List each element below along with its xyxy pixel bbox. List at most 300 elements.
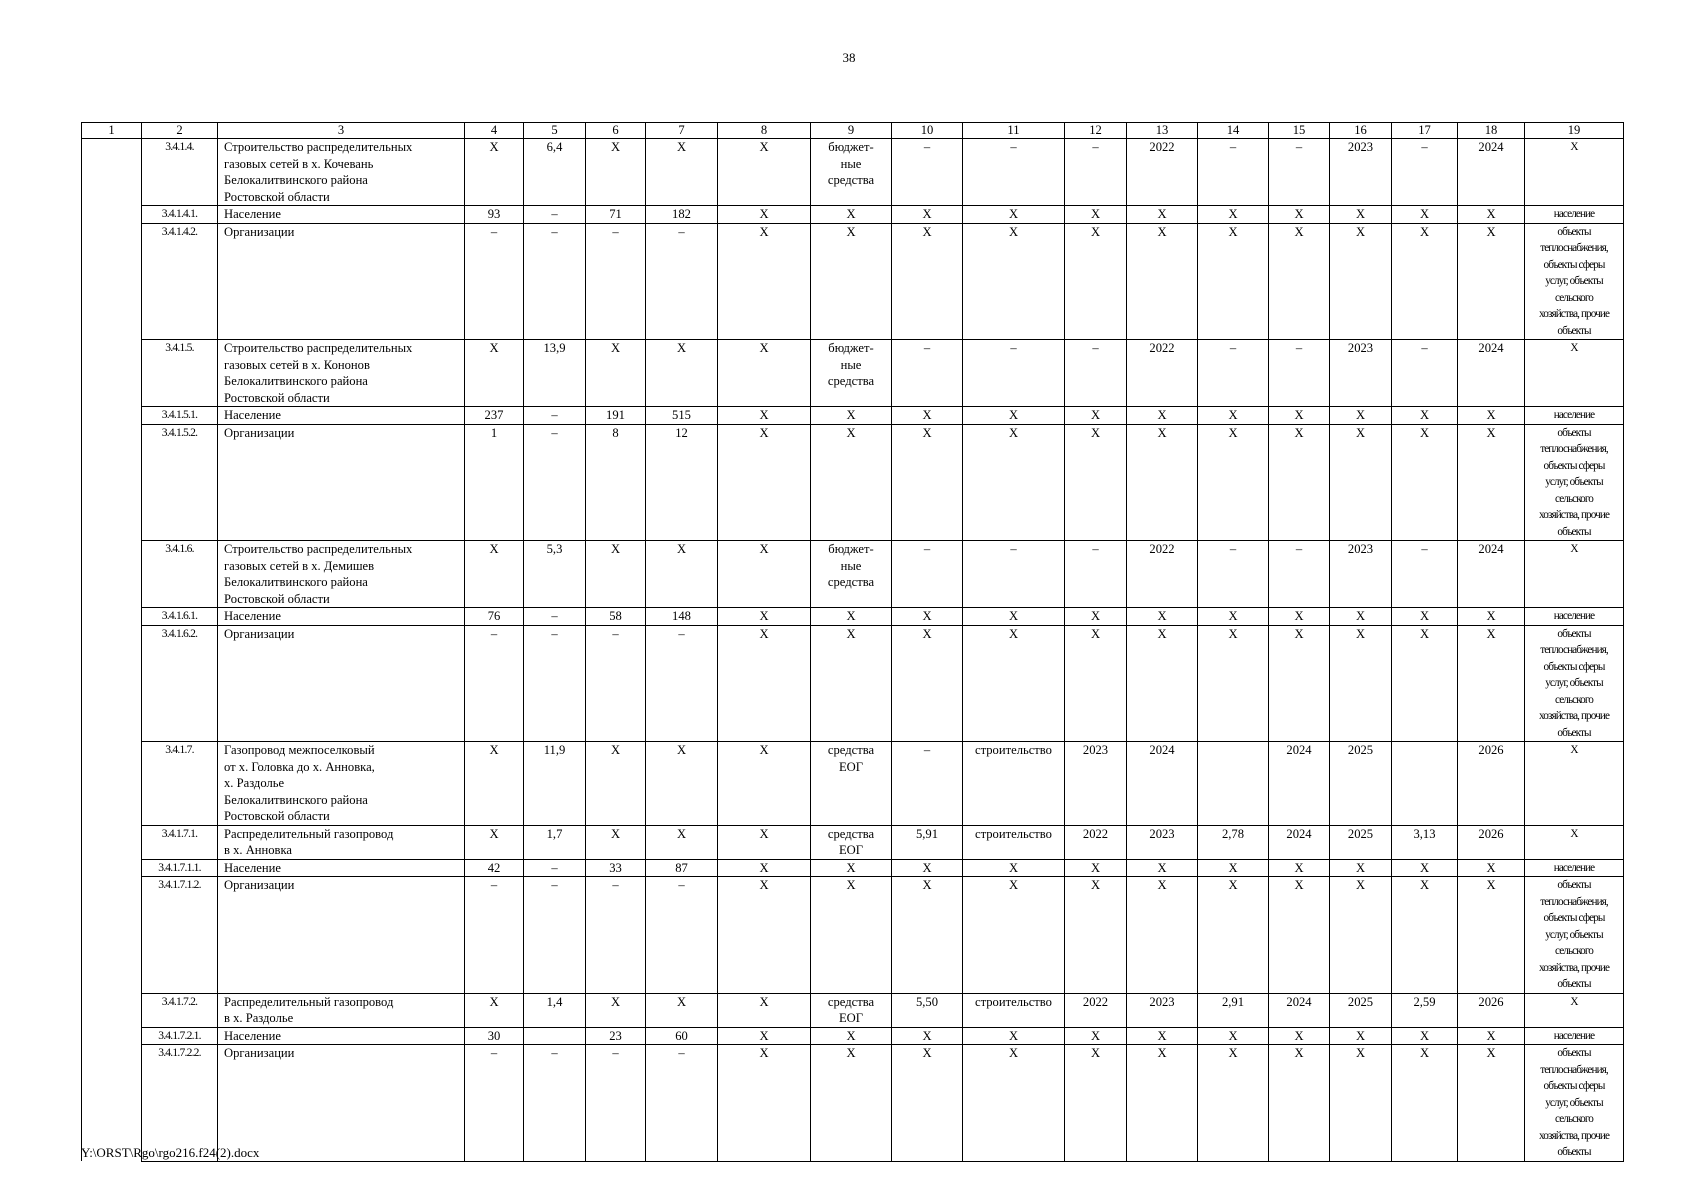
table-cell: –: [963, 139, 1065, 206]
row-name: Население: [218, 206, 465, 224]
header-cell: 17: [1392, 123, 1458, 139]
row-code: 3.4.1.5.2.: [142, 424, 218, 541]
table-cell: 2026: [1458, 742, 1525, 826]
table-cell: 2022: [1065, 825, 1127, 859]
table-cell: Х: [465, 541, 524, 608]
table-cell: Х: [963, 223, 1065, 340]
table-cell: бюджет- ные средства: [811, 541, 892, 608]
table-cell: –: [646, 625, 718, 742]
table-cell: Х: [718, 877, 811, 994]
table-cell: Х: [646, 541, 718, 608]
table-cell: –: [1198, 340, 1269, 407]
table-cell: 60: [646, 1027, 718, 1045]
table-cell: –: [1269, 541, 1330, 608]
table-cell: Х: [963, 1027, 1065, 1045]
table-cell: Х: [1458, 1027, 1525, 1045]
row-code: 3.4.1.5.: [142, 340, 218, 407]
table-cell: Х: [892, 223, 963, 340]
table-cell: Х: [1065, 625, 1127, 742]
table-cell: 8: [586, 424, 646, 541]
table-cell: объекты теплоснабжения, объекты сферы услуг, объекты сельского хозяйства, прочие объекты: [1525, 424, 1624, 541]
table-cell: Х: [1127, 1045, 1198, 1162]
table-cell: объекты теплоснабжения, объекты сферы услуг, объекты сельского хозяйства, прочие объекты: [1525, 1045, 1624, 1162]
row-code: 3.4.1.6.2.: [142, 625, 218, 742]
table-cell: 76: [465, 608, 524, 626]
table-cell: 71: [586, 206, 646, 224]
table-cell: Х: [1198, 1027, 1269, 1045]
row-name: Организации: [218, 1045, 465, 1162]
table-cell: Х: [1392, 859, 1458, 877]
header-cell: 18: [1458, 123, 1525, 139]
table-cell: –: [892, 742, 963, 826]
table-cell: Х: [1525, 139, 1624, 206]
table-cell: 23: [586, 1027, 646, 1045]
table-cell: Х: [963, 407, 1065, 425]
table-cell: бюджет- ные средства: [811, 139, 892, 206]
row-name: Организации: [218, 223, 465, 340]
table-cell: строительство: [963, 993, 1065, 1027]
table-cell: 2,59: [1392, 993, 1458, 1027]
table-cell: [1198, 742, 1269, 826]
table-cell: Х: [1330, 877, 1392, 994]
table-cell: Х: [1458, 608, 1525, 626]
table-cell: 148: [646, 608, 718, 626]
table-cell: Х: [963, 608, 1065, 626]
table-cell: Х: [1525, 541, 1624, 608]
table-cell: население: [1525, 859, 1624, 877]
table-cell: Х: [586, 742, 646, 826]
table-cell: Х: [1525, 993, 1624, 1027]
table-cell: Х: [1458, 625, 1525, 742]
table-cell: Х: [646, 742, 718, 826]
table-cell: Х: [1127, 608, 1198, 626]
table-cell: Х: [1392, 1045, 1458, 1162]
table-cell: Х: [1127, 407, 1198, 425]
table-cell: Х: [1065, 608, 1127, 626]
table-cell: 33: [586, 859, 646, 877]
table-cell: Х: [1127, 625, 1198, 742]
row-code: 3.4.1.4.2.: [142, 223, 218, 340]
header-cell: 9: [811, 123, 892, 139]
table-cell: [82, 993, 142, 1027]
header-cell: 16: [1330, 123, 1392, 139]
header-cell: 5: [524, 123, 586, 139]
data-table: [81, 122, 1624, 1162]
table-cell: Х: [1392, 877, 1458, 994]
table-cell: [82, 608, 142, 626]
table-cell: Х: [1065, 206, 1127, 224]
table-cell: –: [1198, 541, 1269, 608]
table-cell: Х: [586, 541, 646, 608]
table-cell: 2,91: [1198, 993, 1269, 1027]
table-cell: Х: [465, 139, 524, 206]
row-name: Строительство распределительных газовых сетей в х. Кононов Белокалитвинского района Ростовской области: [218, 340, 465, 407]
table-cell: 5,50: [892, 993, 963, 1027]
table-row: [82, 859, 1624, 877]
table-cell: [82, 859, 142, 877]
table-cell: Х: [1330, 608, 1392, 626]
table-cell: 515: [646, 407, 718, 425]
table-cell: Х: [586, 340, 646, 407]
header-cell: 13: [1127, 123, 1198, 139]
table-cell: –: [646, 1045, 718, 1162]
table-cell: Х: [892, 1045, 963, 1162]
table-cell: Х: [1127, 1027, 1198, 1045]
table-cell: Х: [646, 993, 718, 1027]
table-cell: Х: [1525, 825, 1624, 859]
table-cell: 2024: [1458, 340, 1525, 407]
table-cell: объекты теплоснабжения, объекты сферы услуг, объекты сельского хозяйства, прочие объекты: [1525, 625, 1624, 742]
table-cell: Х: [718, 625, 811, 742]
row-code: 3.4.1.7.2.2.: [142, 1045, 218, 1162]
table-cell: Х: [1198, 223, 1269, 340]
header-cell: 7: [646, 123, 718, 139]
table-cell: Х: [1458, 206, 1525, 224]
table-cell: Х: [963, 859, 1065, 877]
table-cell: 12: [646, 424, 718, 541]
table-cell: Х: [646, 139, 718, 206]
table-cell: 2025: [1330, 742, 1392, 826]
row-code: 3.4.1.6.1.: [142, 608, 218, 626]
table-cell: Х: [1458, 859, 1525, 877]
table-cell: 2022: [1127, 340, 1198, 407]
row-name: Население: [218, 1027, 465, 1045]
table-cell: –: [963, 541, 1065, 608]
table-cell: Х: [718, 139, 811, 206]
table-cell: Х: [1127, 206, 1198, 224]
table-row: [82, 993, 1624, 1027]
footer-file-path: Y:\ORST\Rgo\rgo216.f24(2).docx: [81, 1145, 260, 1160]
table-cell: –: [465, 1045, 524, 1162]
table-cell: Х: [811, 1045, 892, 1162]
table-cell: [82, 1027, 142, 1045]
table-cell: Х: [1065, 1045, 1127, 1162]
table-cell: Х: [718, 1045, 811, 1162]
table-cell: Х: [1269, 424, 1330, 541]
table-cell: –: [524, 206, 586, 224]
table-cell: Х: [718, 608, 811, 626]
table-cell: –: [524, 608, 586, 626]
table-cell: [82, 1045, 142, 1162]
table-cell: 2022: [1127, 139, 1198, 206]
table-cell: Х: [1269, 877, 1330, 994]
table-cell: –: [892, 340, 963, 407]
header-cell: 19: [1525, 123, 1624, 139]
header-cell: 12: [1065, 123, 1127, 139]
header-cell: 10: [892, 123, 963, 139]
header-cell: 11: [963, 123, 1065, 139]
table-cell: Х: [892, 1027, 963, 1045]
table-cell: средства ЕОГ: [811, 825, 892, 859]
table-cell: Х: [1525, 340, 1624, 407]
table-row: [82, 877, 1624, 994]
table-cell: [82, 206, 142, 224]
table-cell: 2023: [1330, 139, 1392, 206]
table-cell: –: [892, 541, 963, 608]
table-cell: 2025: [1330, 993, 1392, 1027]
table-cell: 2026: [1458, 825, 1525, 859]
table-cell: Х: [1392, 424, 1458, 541]
row-code: 3.4.1.6.: [142, 541, 218, 608]
table-cell: Х: [1458, 407, 1525, 425]
table-cell: 5,3: [524, 541, 586, 608]
table-cell: Х: [1392, 608, 1458, 626]
table-cell: 13,9: [524, 340, 586, 407]
page-number: 38: [842, 50, 856, 65]
table-row: [82, 625, 1624, 742]
row-code: 3.4.1.7.1.2.: [142, 877, 218, 994]
table-cell: –: [1392, 541, 1458, 608]
table-cell: Х: [811, 1027, 892, 1045]
table-cell: –: [465, 223, 524, 340]
table-cell: Х: [811, 859, 892, 877]
row-name: Население: [218, 407, 465, 425]
table-row: [82, 541, 1624, 608]
table-cell: [82, 742, 142, 826]
table-cell: 2023: [1330, 340, 1392, 407]
table-row: [82, 742, 1624, 826]
table-cell: 2022: [1065, 993, 1127, 1027]
table-cell: [82, 877, 142, 994]
row-name: Организации: [218, 877, 465, 994]
table-cell: Х: [1330, 625, 1392, 742]
table-cell: население: [1525, 206, 1624, 224]
table-cell: –: [1065, 139, 1127, 206]
header-cell: 6: [586, 123, 646, 139]
table-cell: Х: [1458, 877, 1525, 994]
row-code: 3.4.1.7.: [142, 742, 218, 826]
table-cell: Х: [1392, 1027, 1458, 1045]
table-cell: Х: [963, 1045, 1065, 1162]
table-cell: –: [1198, 139, 1269, 206]
table-cell: Х: [811, 625, 892, 742]
table-cell: Х: [1392, 407, 1458, 425]
table-cell: –: [465, 625, 524, 742]
table-cell: Х: [811, 424, 892, 541]
table-cell: 2023: [1065, 742, 1127, 826]
table-cell: Х: [718, 742, 811, 826]
table-cell: 11,9: [524, 742, 586, 826]
table-cell: Х: [718, 859, 811, 877]
table-cell: строительство: [963, 825, 1065, 859]
table-cell: средства ЕОГ: [811, 742, 892, 826]
table-cell: –: [524, 877, 586, 994]
table-cell: Х: [718, 223, 811, 340]
table-cell: 6,4: [524, 139, 586, 206]
table-cell: [82, 407, 142, 425]
table-cell: [82, 625, 142, 742]
header-cell: 8: [718, 123, 811, 139]
table-cell: Х: [718, 424, 811, 541]
table-cell: Х: [1330, 1027, 1392, 1045]
table-cell: Х: [465, 993, 524, 1027]
table-cell: строительство: [963, 742, 1065, 826]
table-cell: –: [892, 139, 963, 206]
table-cell: Х: [718, 407, 811, 425]
table-cell: –: [586, 1045, 646, 1162]
table-cell: Х: [1330, 424, 1392, 541]
table-cell: 2023: [1127, 993, 1198, 1027]
table-cell: Х: [1525, 742, 1624, 826]
table-cell: Х: [718, 1027, 811, 1045]
table-row: [82, 223, 1624, 340]
table-cell: Х: [465, 742, 524, 826]
row-code: 3.4.1.7.1.1.: [142, 859, 218, 877]
row-code: 3.4.1.7.2.1.: [142, 1027, 218, 1045]
row-name: Население: [218, 859, 465, 877]
header-cell: 14: [1198, 123, 1269, 139]
table-cell: 2024: [1127, 742, 1198, 826]
table-cell: население: [1525, 1027, 1624, 1045]
table-cell: Х: [1198, 877, 1269, 994]
table-cell: 3,13: [1392, 825, 1458, 859]
table-row: [82, 206, 1624, 224]
table-cell: –: [586, 877, 646, 994]
table-cell: 2025: [1330, 825, 1392, 859]
table-row: [82, 424, 1624, 541]
table-cell: Х: [963, 424, 1065, 541]
table-cell: Х: [1065, 859, 1127, 877]
header-cell: 2: [142, 123, 218, 139]
table-cell: [1392, 742, 1458, 826]
table-cell: Х: [1458, 424, 1525, 541]
table-cell: Х: [892, 859, 963, 877]
table-cell: –: [963, 340, 1065, 407]
table-row: [82, 825, 1624, 859]
table-cell: 2023: [1330, 541, 1392, 608]
table-cell: Х: [586, 139, 646, 206]
table-cell: Х: [1269, 608, 1330, 626]
table-cell: Х: [1198, 1045, 1269, 1162]
table-cell: –: [524, 859, 586, 877]
table-cell: Х: [892, 206, 963, 224]
table-cell: Х: [1198, 407, 1269, 425]
table-cell: Х: [1269, 1027, 1330, 1045]
table-cell: 191: [586, 407, 646, 425]
row-code: 3.4.1.4.1.: [142, 206, 218, 224]
table-cell: Х: [1198, 608, 1269, 626]
table-cell: Х: [1198, 206, 1269, 224]
header-row: [82, 123, 1624, 139]
table-cell: население: [1525, 407, 1624, 425]
table-cell: Х: [1269, 1045, 1330, 1162]
table-cell: –: [586, 625, 646, 742]
row-name: Население: [218, 608, 465, 626]
row-name: Организации: [218, 424, 465, 541]
table-cell: Х: [1127, 223, 1198, 340]
table-cell: 2024: [1269, 742, 1330, 826]
table-cell: Х: [963, 625, 1065, 742]
table-cell: –: [1269, 340, 1330, 407]
table-cell: 182: [646, 206, 718, 224]
table-cell: Х: [811, 877, 892, 994]
table-cell: Х: [718, 993, 811, 1027]
table-cell: Х: [811, 223, 892, 340]
table-cell: Х: [1269, 859, 1330, 877]
table-cell: Х: [465, 340, 524, 407]
table-cell: Х: [1330, 223, 1392, 340]
table-cell: Х: [1065, 1027, 1127, 1045]
table-cell: 1,7: [524, 825, 586, 859]
table-cell: –: [524, 223, 586, 340]
table-cell: 30: [465, 1027, 524, 1045]
table-cell: Х: [1269, 625, 1330, 742]
table-cell: Х: [1127, 877, 1198, 994]
table-cell: объекты теплоснабжения, объекты сферы услуг, объекты сельского хозяйства, прочие объекты: [1525, 877, 1624, 994]
table-cell: Х: [1065, 877, 1127, 994]
table-cell: –: [1392, 139, 1458, 206]
table-cell: 2024: [1269, 993, 1330, 1027]
table-cell: [82, 424, 142, 541]
table-cell: –: [524, 625, 586, 742]
table-cell: –: [1065, 340, 1127, 407]
table-cell: –: [646, 877, 718, 994]
table-cell: [82, 541, 142, 608]
table-cell: 1: [465, 424, 524, 541]
table-cell: Х: [1065, 407, 1127, 425]
table-cell: Х: [1065, 223, 1127, 340]
table-cell: объекты теплоснабжения, объекты сферы услуг, объекты сельского хозяйства, прочие объекты: [1525, 223, 1624, 340]
row-code: 3.4.1.7.1.: [142, 825, 218, 859]
table-cell: средства ЕОГ: [811, 993, 892, 1027]
table-cell: Х: [1392, 625, 1458, 742]
table-cell: Х: [892, 625, 963, 742]
table-cell: Х: [892, 877, 963, 994]
table-cell: 1,4: [524, 993, 586, 1027]
table-cell: [82, 139, 142, 206]
table-row: [82, 139, 1624, 206]
table-cell: –: [1392, 340, 1458, 407]
table-cell: 5,91: [892, 825, 963, 859]
row-name: Организации: [218, 625, 465, 742]
table-cell: [82, 825, 142, 859]
table-cell: Х: [1330, 407, 1392, 425]
table-cell: Х: [811, 407, 892, 425]
table-cell: –: [586, 223, 646, 340]
table-cell: Х: [892, 407, 963, 425]
table-cell: Х: [811, 206, 892, 224]
header-cell: 15: [1269, 123, 1330, 139]
table-cell: –: [524, 1045, 586, 1162]
table-cell: Х: [892, 424, 963, 541]
table-cell: Х: [1392, 206, 1458, 224]
table-cell: 2026: [1458, 993, 1525, 1027]
table-cell: Х: [646, 825, 718, 859]
table-row: [82, 407, 1624, 425]
table-cell: 2023: [1127, 825, 1198, 859]
table-row: [82, 608, 1624, 626]
table-cell: 93: [465, 206, 524, 224]
table-cell: Х: [718, 206, 811, 224]
table-cell: Х: [718, 340, 811, 407]
table-cell: Х: [1269, 407, 1330, 425]
row-name: Газопровод межпоселковый от х. Головка до х. Анновка, х. Раздолье Белокалитвинского района Ростовской области: [218, 742, 465, 826]
table-cell: –: [646, 223, 718, 340]
table-cell: 58: [586, 608, 646, 626]
table-cell: 2024: [1269, 825, 1330, 859]
table-cell: Х: [718, 541, 811, 608]
table-cell: Х: [892, 608, 963, 626]
table-cell: –: [524, 407, 586, 425]
table-row: [82, 1045, 1624, 1162]
table-cell: Х: [1127, 859, 1198, 877]
table-cell: Х: [963, 877, 1065, 994]
table-cell: [524, 1027, 586, 1045]
table-cell: –: [465, 877, 524, 994]
table-cell: 2022: [1127, 541, 1198, 608]
table-cell: [82, 223, 142, 340]
table-cell: Х: [1458, 1045, 1525, 1162]
